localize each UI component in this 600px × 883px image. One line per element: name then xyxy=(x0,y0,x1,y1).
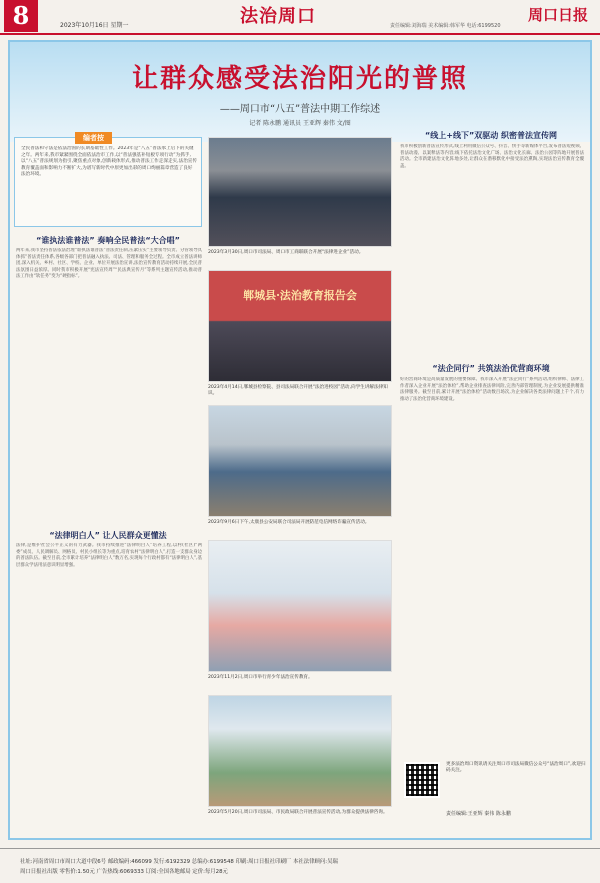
photo-street-campaign xyxy=(208,405,392,517)
photo-meeting xyxy=(208,137,392,247)
section-3-text: 我市积极创新普法宣传形式,线上利用微信公众号、抖音、快手等新媒体平台,发布普法短视频、普法动漫、以案释法等内容;线下依托法治文化广场、法治文化长廊、法治公园等阵地开展普法活动。全市新建法治文化阵地多处,让群众在潜移默化中接受法治熏陶,实现法治宣传教育全覆盖。 xyxy=(400,144,584,169)
section-4-text: 好的营商环境是高质量发展的重要保障。我市深入开展“法企同行”系列活动,组织律师、法律工作者深入企业开展“法治体检”,帮助企业排查法律风险,完善内部管理制度,为企业发展提供精准法律服务。截至目前,累计开展“法治体检”活动数百场次,为企业解决各类法律问题上千个,有力推动了法治化营商环境建设。 xyxy=(400,377,584,402)
caption-1: 2023年3月30日,周口市司法局、周口市工商联联合开展“法律进企业”活动。 xyxy=(208,250,364,255)
section-title-1: “谁执法谁普法” 奏响全民普法“大合唱” xyxy=(36,236,180,245)
section-title-2: “法律明白人” 让人民群众更懂法 xyxy=(49,531,167,540)
page-number: 8 xyxy=(4,0,38,32)
article-title: 让群众感受法治阳光的普照 xyxy=(131,64,468,94)
photo-outdoor-event xyxy=(208,695,392,807)
article-byline: 记者 陈永鹏 通讯员 王亚辉 秦伟 文/图 xyxy=(249,120,351,127)
photo-lecture xyxy=(208,270,392,382)
caption-4: 2023年11月2日,周口市举行青少年法治宣传教育。 xyxy=(208,675,313,680)
qr-note: 更多法治周口资讯请关注周口市司法局微信公众号“法治周口”,欢迎扫码关注。 xyxy=(446,762,586,774)
section-title-3: “线上+线下”双驱动 织密普法宣传网 xyxy=(424,131,557,140)
page-footer xyxy=(0,848,600,883)
section-1-text: 两年来,我市坚持普法依法治理“谁执法谁普法”普法责任制,压紧压实“主要领导负责、分管领导具体抓”普法责任体系,各级各部门把普法融入执法、司法、管理和服务全过程。全市成立普法讲师团,深入机关、乡村、社区、学校、企业、单位开展法治宣讲,法治宣传教育活动持续开展,全民普法氛围日益浓厚。同时我市积极开展“宪法宣传周”“民法典宣传月”等系列主题宣传活动,推动普法工作由“软任务”变为“硬指标”。 xyxy=(16,248,202,279)
newspaper-logo: 周口日报 xyxy=(528,6,589,24)
section-title-4: “法企同行” 共筑法治优营商环境 xyxy=(432,364,550,373)
article-editors: 责任编辑:王亚辉 秦伟 陈永鹏 xyxy=(446,811,511,817)
editor-note-box xyxy=(14,134,202,227)
stage-banner-text: 郸城县·法治教育报告会 xyxy=(243,289,357,302)
issue-date: 2023年10月16日 星期一 xyxy=(60,22,129,29)
caption-5: 2023年5月20日,周口市司法局、市民政局联合开展普法宣传活动,为群众提供法律咨询。 xyxy=(208,810,388,815)
footer-line-2: 周口日报社出版 零售价:1.50元 广告热线:6069333 订阅:全国各地邮局 定价:每月28元 xyxy=(20,869,228,875)
header-editors: 责任编辑:刘海瑞 美术编辑:韩军华 电话:6199520 xyxy=(390,23,501,29)
caption-2: 2023年4月14日,郸城县检察院、县司法局联合开展“法治进校园”活动,向学生讲解法律知识。 xyxy=(208,385,388,397)
header-rule xyxy=(0,33,600,35)
section-title: 法治周口 xyxy=(240,6,316,27)
section-2-text: 法律,是维护社会公平正义的有力武器。我市持续推进“法律明白人”培养工程,以村(社区)“两委”成员、人民调解员、网格员、村民小组长等为重点,培育农村“法律明白人”,打造一支群众身边的普法队伍。截至目前,全市累计培养“法律明白人”数万名,实现每个行政村都有“法律明白人”,基层群众学法用法意识明显增强。 xyxy=(16,543,202,568)
footer-line-1: 社址:河南省周口市周口大道中段6号 邮政编码:466099 发行:6192329 总编办:6199548 印刷:周口日报社印刷厂 本社法律顾问:吴瑞 xyxy=(20,859,338,865)
article-subtitle: ——周口市“八五”普法中期工作综述 xyxy=(219,104,381,115)
editor-note-label: 编者按 xyxy=(75,132,112,144)
editor-note-text: 全民普法和守法是依法治国的长期基础性工作。2023年是“八五”普法承上启下的关键之年。两年来,我市紧紧围绕全面依法治市工作,以“普法强基补短板专项行动”为抓手,以“八五”普法规划为指引,聚焦重点对象,创新载体形式,推动普法工作走深走实,法治宣传教育覆盖面和影响力不断扩大,为谱写新时代中原更加出彩的周口绚丽篇章营造了良好法治环境。 xyxy=(21,146,197,178)
qr-code xyxy=(404,762,440,798)
page-header xyxy=(0,0,600,34)
caption-3: 2023年9月6日下午,太康县公安局联合司法局开展防范电信网络诈骗宣传活动。 xyxy=(208,520,370,525)
photo-school xyxy=(208,540,392,672)
